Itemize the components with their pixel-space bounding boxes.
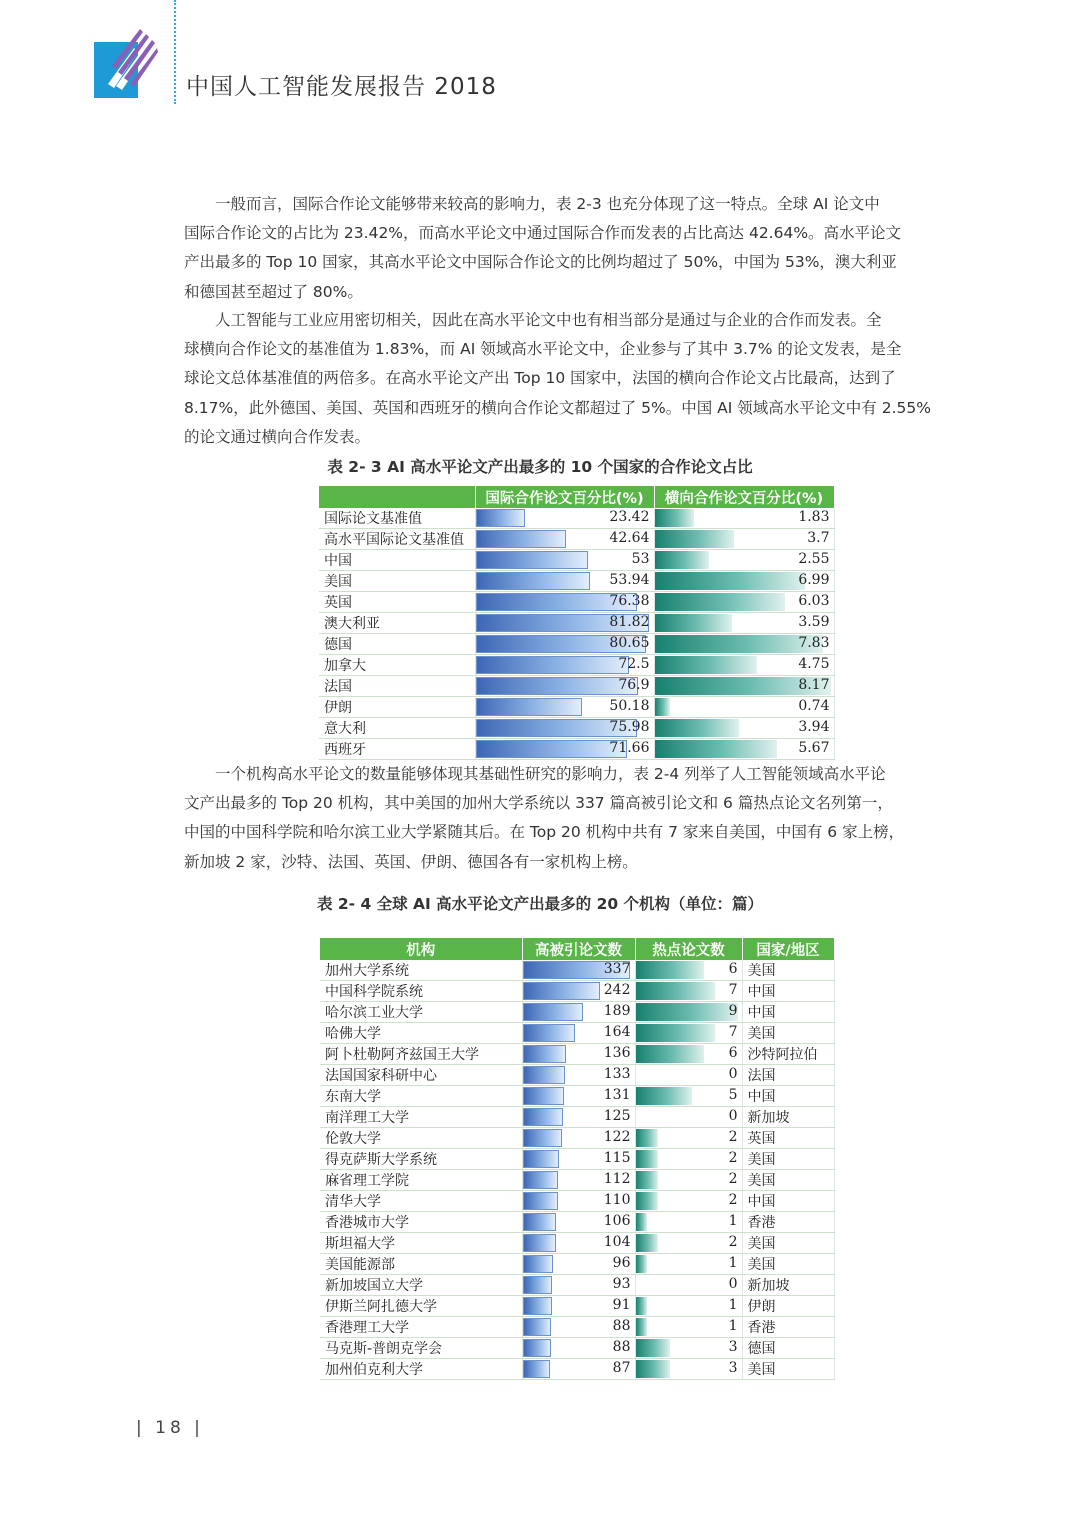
text-line: 8.17%，此外德国、美国、英国和西班牙的横向合作论文都超过了 5%。中国 AI 领域高水平论文中有 2.55% — [184, 398, 931, 417]
intl-bar — [476, 656, 630, 674]
horiz-bar — [655, 572, 806, 590]
horiz-value: 3.59 — [798, 614, 830, 630]
region-name: 美国 — [742, 1233, 834, 1254]
intl-value: 72.5 — [618, 656, 650, 672]
region-name: 德国 — [742, 1338, 834, 1359]
paragraph-3 — [184, 760, 974, 877]
horiz-cell — [654, 739, 834, 760]
intl-bar — [476, 572, 590, 590]
cited-cell — [522, 960, 635, 981]
cited-cell — [522, 1359, 635, 1380]
cited-cell — [522, 1044, 635, 1065]
text-line: 球论文总体基准值的两倍多。在高水平论文产出 Top 10 国家中，法国的横向合作论文占比最高，达到了 — [184, 369, 896, 388]
text-line: 人工智能与工业应用密切相关，因此在高水平论文中也有相当部分是通过与企业的合作而发表。全 — [215, 311, 882, 329]
horiz-cell — [654, 550, 834, 571]
region-name: 美国 — [742, 1170, 834, 1191]
country-name: 西班牙 — [319, 739, 475, 760]
institution-name: 伦敦大学 — [320, 1128, 522, 1149]
horiz-value: 3.7 — [807, 530, 830, 546]
region-name: 中国 — [742, 1191, 834, 1212]
institution-name: 清华大学 — [320, 1191, 522, 1212]
horiz-bar — [655, 698, 671, 716]
country-name: 国际论文基准值 — [319, 508, 475, 529]
intl-value: 50.18 — [609, 698, 650, 714]
region-name: 英国 — [742, 1128, 834, 1149]
cited-value: 96 — [612, 1255, 631, 1271]
hot-value: 7 — [728, 982, 738, 998]
hot-bar — [636, 961, 704, 979]
hot-value: 3 — [728, 1360, 738, 1376]
horiz-value: 5.67 — [798, 740, 830, 756]
cited-value: 164 — [603, 1024, 631, 1040]
table-header — [319, 486, 475, 508]
institution-name: 斯坦福大学 — [320, 1233, 522, 1254]
hot-value: 0 — [728, 1108, 738, 1124]
table-row — [320, 1338, 834, 1359]
cited-value: 93 — [612, 1276, 631, 1292]
hot-value: 2 — [728, 1192, 738, 1208]
cited-bar — [523, 1066, 566, 1084]
cited-value: 112 — [603, 1171, 631, 1187]
cited-value: 110 — [603, 1192, 631, 1208]
institution-name: 东南大学 — [320, 1086, 522, 1107]
table-row — [320, 1254, 834, 1275]
cited-value: 88 — [612, 1339, 631, 1355]
hot-cell — [635, 1065, 742, 1086]
region-name: 沙特阿拉伯 — [742, 1044, 834, 1065]
institution-name: 美国能源部 — [320, 1254, 522, 1275]
horiz-value: 6.03 — [798, 593, 830, 609]
hot-cell — [635, 1254, 742, 1275]
table-row — [319, 655, 834, 676]
hot-bar — [636, 1045, 704, 1063]
hot-cell — [635, 1317, 742, 1338]
table-row — [319, 739, 834, 760]
cited-bar — [523, 1003, 583, 1021]
cited-bar — [523, 1234, 556, 1252]
text-line: 的论文通过横向合作发表。 — [184, 427, 371, 446]
cited-cell — [522, 1107, 635, 1128]
institution-name: 得克萨斯大学系统 — [320, 1149, 522, 1170]
cited-bar — [523, 1150, 560, 1168]
hot-cell — [635, 1170, 742, 1191]
cited-cell — [522, 1149, 635, 1170]
cited-bar — [523, 1339, 551, 1357]
country-name: 美国 — [319, 571, 475, 592]
intl-cell — [475, 550, 654, 571]
cited-value: 106 — [603, 1213, 631, 1229]
institution-name: 香港理工大学 — [320, 1317, 522, 1338]
region-name: 美国 — [742, 1023, 834, 1044]
hot-value: 2 — [728, 1150, 738, 1166]
intl-bar — [476, 698, 582, 716]
cited-cell — [522, 1296, 635, 1317]
hot-cell — [635, 981, 742, 1002]
intl-cell — [475, 655, 654, 676]
horiz-bar — [655, 530, 735, 548]
table-row — [319, 592, 834, 613]
paragraph-1 — [184, 190, 974, 307]
table-row — [320, 1149, 834, 1170]
intl-cell — [475, 508, 654, 529]
table-row — [320, 1128, 834, 1149]
intl-value: 53 — [631, 551, 650, 567]
table-row — [320, 981, 834, 1002]
horiz-cell — [654, 529, 834, 550]
hot-cell — [635, 1128, 742, 1149]
hot-cell — [635, 1233, 742, 1254]
institution-name: 加州伯克利大学 — [320, 1359, 522, 1380]
region-name: 美国 — [742, 1254, 834, 1275]
horiz-cell — [654, 697, 834, 718]
intl-cell — [475, 739, 654, 760]
table-row — [320, 960, 834, 981]
country-name: 德国 — [319, 634, 475, 655]
hot-bar — [636, 1003, 739, 1021]
hot-bar — [636, 1024, 716, 1042]
hot-value: 1 — [728, 1255, 738, 1271]
hot-value: 1 — [728, 1318, 738, 1334]
hot-bar — [636, 1339, 670, 1357]
region-name: 美国 — [742, 1149, 834, 1170]
hot-cell — [635, 1107, 742, 1128]
intl-cell — [475, 718, 654, 739]
hot-cell — [635, 1086, 742, 1107]
region-name: 法国 — [742, 1065, 834, 1086]
hot-cell — [635, 1044, 742, 1065]
institution-name: 法国国家科研中心 — [320, 1065, 522, 1086]
table-row — [319, 550, 834, 571]
hot-value: 1 — [728, 1297, 738, 1313]
intl-cell — [475, 676, 654, 697]
horiz-bar — [655, 509, 694, 527]
hot-bar — [636, 1318, 647, 1336]
institution-name: 加州大学系统 — [320, 960, 522, 981]
cited-bar — [523, 1108, 563, 1126]
hot-cell — [635, 1149, 742, 1170]
hot-cell — [635, 1275, 742, 1296]
table-row — [320, 1002, 834, 1023]
intl-value: 53.94 — [609, 572, 650, 588]
cited-cell — [522, 1338, 635, 1359]
horiz-value: 0.74 — [798, 698, 830, 714]
hot-bar — [636, 1150, 659, 1168]
cited-cell — [522, 1191, 635, 1212]
text-line: 新加坡 2 家，沙特、法国、英国、伊朗、德国各有一家机构上榜。 — [184, 852, 638, 871]
cited-cell — [522, 1254, 635, 1275]
hot-cell — [635, 1002, 742, 1023]
table-2-3 — [319, 486, 835, 760]
hot-bar — [636, 1087, 693, 1105]
institution-name: 伊斯兰阿扎德大学 — [320, 1296, 522, 1317]
intl-bar — [476, 551, 588, 569]
hot-cell — [635, 1023, 742, 1044]
table-2-4 — [320, 938, 835, 1380]
table-row — [319, 697, 834, 718]
cited-bar — [523, 1087, 565, 1105]
intl-cell — [475, 697, 654, 718]
institution-name: 哈佛大学 — [320, 1023, 522, 1044]
table-row — [320, 1275, 834, 1296]
horiz-value: 3.94 — [798, 719, 830, 735]
hot-value: 2 — [728, 1129, 738, 1145]
table-row — [320, 1023, 834, 1044]
region-name: 中国 — [742, 1002, 834, 1023]
text-line: 和德国甚至超过了 80%。 — [184, 282, 363, 301]
table-row — [320, 1359, 834, 1380]
intl-value: 23.42 — [609, 509, 650, 525]
hot-bar — [636, 1213, 647, 1231]
horiz-bar — [655, 614, 732, 632]
table-row — [320, 1086, 834, 1107]
country-name: 加拿大 — [319, 655, 475, 676]
table-header: 热点论文数 — [635, 938, 742, 960]
table-2-3-caption: 表 2- 3 AI 高水平论文产出最多的 10 个国家的合作论文占比 — [327, 458, 753, 476]
cited-value: 242 — [603, 982, 631, 998]
text-line: 中国的中国科学院和哈尔滨工业大学紧随其后。在 Top 20 机构中共有 7 家来自美国，中国有 6 家上榜， — [184, 823, 905, 842]
intl-value: 71.66 — [609, 740, 650, 756]
cited-value: 91 — [612, 1297, 631, 1313]
hot-value: 2 — [728, 1171, 738, 1187]
country-name: 中国 — [319, 550, 475, 571]
institution-name: 中国科学院系统 — [320, 981, 522, 1002]
table-row — [320, 1044, 834, 1065]
cited-value: 104 — [603, 1234, 631, 1250]
horiz-bar — [655, 551, 710, 569]
hot-bar — [636, 1255, 647, 1273]
intl-bar — [476, 740, 628, 758]
cited-value: 87 — [612, 1360, 631, 1376]
intl-bar — [476, 530, 566, 548]
intl-cell — [475, 571, 654, 592]
cited-bar — [523, 1192, 558, 1210]
region-name: 中国 — [742, 1086, 834, 1107]
text-line: 球横向合作论文的基准值为 1.83%，而 AI 领域高水平论文中，企业参与了其中 3.7% 的论文发表，是全 — [184, 340, 902, 359]
cited-cell — [522, 1275, 635, 1296]
horiz-value: 2.55 — [798, 551, 830, 567]
region-name: 美国 — [742, 960, 834, 981]
horiz-cell — [654, 634, 834, 655]
table-header: 高被引论文数 — [522, 938, 635, 960]
table-row — [319, 571, 834, 592]
cited-bar — [523, 982, 600, 1000]
cited-value: 131 — [603, 1087, 631, 1103]
hot-cell — [635, 1212, 742, 1233]
hot-bar — [636, 1192, 659, 1210]
region-name: 香港 — [742, 1317, 834, 1338]
cited-cell — [522, 1317, 635, 1338]
region-name: 新加坡 — [742, 1275, 834, 1296]
hot-value: 9 — [728, 1003, 738, 1019]
horiz-cell — [654, 508, 834, 529]
horiz-value: 6.99 — [798, 572, 830, 588]
table-row — [320, 1296, 834, 1317]
country-name: 意大利 — [319, 718, 475, 739]
horiz-value: 8.17 — [798, 677, 830, 693]
hot-value: 0 — [728, 1276, 738, 1292]
text-line: 一个机构高水平论文的数量能够体现其基础性研究的影响力，表 2-4 列举了人工智能领域高水平论 — [215, 765, 886, 783]
hot-bar — [636, 1129, 659, 1147]
table-row — [319, 529, 834, 550]
intl-cell — [475, 613, 654, 634]
page-number: | 18 | — [136, 1418, 204, 1438]
text-line: 产出最多的 Top 10 国家，其高水平论文中国际合作论文的比例均超过了 50%，中国为 53%，澳大利亚 — [184, 253, 897, 272]
institution-name: 哈尔滨工业大学 — [320, 1002, 522, 1023]
hot-value: 2 — [728, 1234, 738, 1250]
cited-bar — [523, 1318, 551, 1336]
hot-bar — [636, 1171, 659, 1189]
hot-value: 1 — [728, 1213, 738, 1229]
intl-value: 76.38 — [609, 593, 650, 609]
intl-cell — [475, 529, 654, 550]
horiz-cell — [654, 571, 834, 592]
cited-value: 125 — [603, 1108, 631, 1124]
table-header: 国家/地区 — [742, 938, 834, 960]
cited-value: 88 — [612, 1318, 631, 1334]
institution-name: 阿卜杜勒阿齐兹国王大学 — [320, 1044, 522, 1065]
cited-bar — [523, 1297, 552, 1315]
table-row — [320, 1065, 834, 1086]
table-row — [319, 634, 834, 655]
institution-name: 香港城市大学 — [320, 1212, 522, 1233]
cited-bar — [523, 1171, 559, 1189]
horiz-bar — [655, 719, 740, 737]
cited-bar — [523, 1255, 554, 1273]
cited-cell — [522, 1170, 635, 1191]
report-logo — [94, 28, 158, 98]
region-name: 中国 — [742, 981, 834, 1002]
intl-value: 42.64 — [609, 530, 650, 546]
horiz-cell — [654, 613, 834, 634]
horiz-cell — [654, 592, 834, 613]
cited-cell — [522, 1065, 635, 1086]
cited-cell — [522, 1128, 635, 1149]
horiz-cell — [654, 655, 834, 676]
cited-bar — [523, 1360, 551, 1378]
hot-value: 7 — [728, 1024, 738, 1040]
intl-value: 75.98 — [609, 719, 650, 735]
intl-cell — [475, 634, 654, 655]
table-row — [319, 718, 834, 739]
table-row — [320, 1170, 834, 1191]
header-divider — [174, 0, 176, 104]
hot-bar — [636, 982, 716, 1000]
horiz-bar — [655, 593, 785, 611]
hot-cell — [635, 1338, 742, 1359]
cited-cell — [522, 1002, 635, 1023]
region-name: 香港 — [742, 1212, 834, 1233]
cited-value: 189 — [603, 1003, 631, 1019]
country-name: 澳大利亚 — [319, 613, 475, 634]
country-name: 法国 — [319, 676, 475, 697]
region-name: 新加坡 — [742, 1107, 834, 1128]
table-row — [319, 508, 834, 529]
hot-cell — [635, 960, 742, 981]
table-row — [320, 1233, 834, 1254]
table-2-4-caption: 表 2- 4 全球 AI 高水平论文产出最多的 20 个机构（单位：篇） — [316, 895, 764, 913]
region-name: 伊朗 — [742, 1296, 834, 1317]
cited-cell — [522, 1023, 635, 1044]
intl-value: 76.9 — [618, 677, 650, 693]
cited-value: 133 — [603, 1066, 631, 1082]
cited-value: 115 — [603, 1150, 631, 1166]
horiz-value: 1.83 — [798, 509, 830, 525]
horiz-cell — [654, 676, 834, 697]
cited-bar — [523, 1129, 562, 1147]
hot-value: 5 — [728, 1087, 738, 1103]
intl-bar — [476, 509, 526, 527]
hot-cell — [635, 1296, 742, 1317]
institution-name: 马克斯-普朗克学会 — [320, 1338, 522, 1359]
cited-bar — [523, 1276, 553, 1294]
intl-value: 81.82 — [609, 614, 650, 630]
region-name: 美国 — [742, 1359, 834, 1380]
horiz-value: 4.75 — [798, 656, 830, 672]
institution-name: 南洋理工大学 — [320, 1107, 522, 1128]
paragraph-2 — [184, 306, 974, 452]
cited-cell — [522, 1212, 635, 1233]
cited-cell — [522, 1233, 635, 1254]
cited-value: 337 — [603, 961, 631, 977]
cited-bar — [523, 1213, 557, 1231]
text-line: 一般而言，国际合作论文能够带来较高的影响力，表 2-3 也充分体现了这一特点。全球 AI 论文中 — [215, 195, 880, 213]
country-name: 伊朗 — [319, 697, 475, 718]
horiz-bar — [655, 740, 777, 758]
cited-value: 136 — [603, 1045, 631, 1061]
table-row — [320, 1191, 834, 1212]
country-name: 英国 — [319, 592, 475, 613]
cited-cell — [522, 981, 635, 1002]
hot-value: 6 — [728, 1045, 738, 1061]
report-title: 中国人工智能发展报告 2018 — [186, 74, 497, 100]
country-name: 高水平国际论文基准值 — [319, 529, 475, 550]
cited-value: 122 — [603, 1129, 631, 1145]
hot-bar — [636, 1297, 647, 1315]
cited-cell — [522, 1086, 635, 1107]
table-row — [319, 676, 834, 697]
hot-cell — [635, 1191, 742, 1212]
hot-cell — [635, 1359, 742, 1380]
horiz-cell — [654, 718, 834, 739]
institution-name: 新加坡国立大学 — [320, 1275, 522, 1296]
hot-bar — [636, 1234, 659, 1252]
table-header: 国际合作论文百分比(%) — [475, 486, 654, 508]
table-row — [319, 613, 834, 634]
table-row — [320, 1317, 834, 1338]
hot-value: 6 — [728, 961, 738, 977]
table-row — [320, 1107, 834, 1128]
table-header: 横向合作论文百分比(%) — [654, 486, 834, 508]
hot-value: 3 — [728, 1339, 738, 1355]
institution-name: 麻省理工学院 — [320, 1170, 522, 1191]
horiz-value: 7.83 — [798, 635, 830, 651]
table-header: 机构 — [320, 938, 522, 960]
cited-bar — [523, 1024, 575, 1042]
table-row — [320, 1212, 834, 1233]
cited-bar — [523, 1045, 567, 1063]
hot-bar — [636, 1360, 670, 1378]
hot-value: 0 — [728, 1066, 738, 1082]
intl-bar — [476, 677, 639, 695]
intl-cell — [475, 592, 654, 613]
text-line: 文产出最多的 Top 20 机构，其中美国的加州大学系统以 337 篇高被引论文和 6 篇热点论文名列第一， — [184, 794, 893, 813]
text-line: 国际合作论文的占比为 23.42%，而高水平论文中通过国际合作而发表的占比高达 42.64%。高水平论文 — [184, 224, 902, 243]
horiz-bar — [655, 656, 757, 674]
intl-value: 80.65 — [609, 635, 650, 651]
